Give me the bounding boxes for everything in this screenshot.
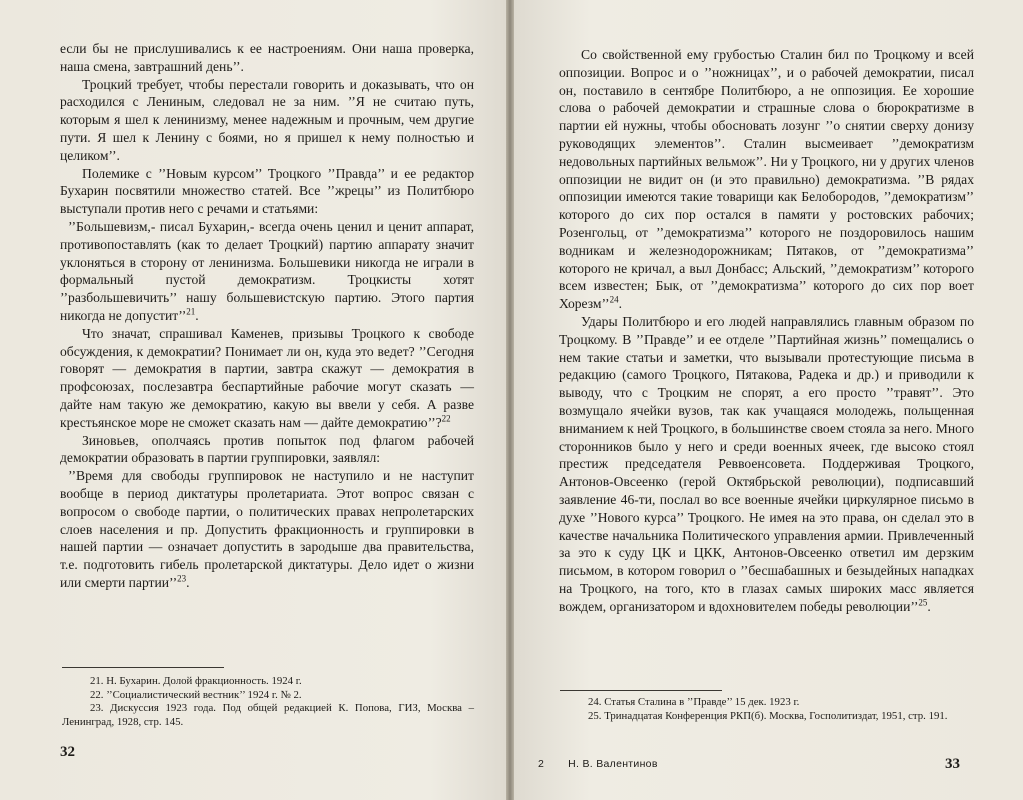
left-page-body: [60, 40, 474, 592]
footnote-ref: 22: [441, 413, 451, 424]
page-number: 32: [60, 744, 75, 760]
quote-paragraph: ’’Время для свободы группировок не наступило и не наступит вообще в период диктатуры пролетариата. Этот вопрос связан с вопросом о свободе партии, о политических правах непролетарских слоев населения и пр. Допустить фракционность и группировки в нашей партии — означает допустить в зародыше два правительства, т.е. подготовить гибель пролетарской диктатуры. Дело идет о жизни или смерти партии’’$^{23}$.: [60, 468, 474, 590]
left-page: [0, 0, 506, 800]
footnote: 24. Статья Сталина в ’’Правде’’ 15 дек. 1923 г.: [588, 696, 800, 708]
printer-signature: [538, 758, 658, 770]
quote-text: ’’Большевизм,- писал Бухарин,- всегда очень ценил и ценит аппарат, противопоставлять (как то делает Троцкий) партию аппарату значит уклоняться в сторону от ленинизма. Большевики никогда не играли в формальный пустой демократизм. Троцкисты хотят ’’разбольшевичить’’ нашу большевистскую партию. Этого партия никогда не допустит’’: [60, 218, 474, 323]
footnote: 21. Н. Бухарин. Долой фракционность. 1924 г.: [90, 675, 302, 687]
right-page: [514, 0, 1023, 800]
footnote-ref: 25: [918, 597, 928, 608]
right-page-body: [559, 46, 974, 616]
footnote-ref: 24: [609, 294, 619, 305]
footnote: 22. ’’Социалистический вестник’’ 1924 г. № 2.: [90, 688, 302, 701]
paragraph: [60, 325, 474, 432]
paragraph-text: Что значат, спрашивал Каменев, призывы Троцкого к свободе обсуждения, к демократии? Понимает ли он, куда это ведет? ’’Сегодня говорят — демократия в партии, завтра скажут — демократия в профсоюзах, послезавтра беспартийные рабочие могут сказать — дайте нам такую же демократию, какую вы ввели у себя. А разве крестьянское море не сможет сказать нам — дайте демократию’’?: [60, 325, 474, 430]
footnote-divider: [560, 690, 722, 691]
signature-author: Н. В. Валентинов: [568, 758, 658, 770]
footnotes: [62, 675, 474, 729]
page-number: 33: [945, 756, 960, 772]
quote-text: ’’Время для свободы группировок не наступило и не наступит вообще в период диктатуры пролетариата. Этот вопрос связан с вопросом о свободе партии, о политических правах непролетарских слоев населения и пр. Допустить фракционность и группировки в нашей партии — означает допустить в зародыше два правительства, т.е. подготовить гибель пролетарской диктатуры. Дело идет о жизни или смерти партии’’: [60, 468, 474, 590]
paragraph: если бы не прислушивались к ее настроениям. Они наша проверка, наша смена, завтрашний день’’.: [60, 41, 474, 74]
paragraph-text: Удары Политбюро и его людей направлялись главным образом по Троцкому. В ’’Правде’’ и ее отделе ’’Партийная жизнь’’ помещались о нем такие статьи и заметки, что вызывали протестующие письма в редакцию (самого Троцкого, Пятакова, Радека и др.) и приводили к выводу, что с Троцким не спорят, а его просто ’’травят’’. Это возмущало ячейки вузов, так как учащаяся молодежь, польщенная вниманием к ней Троцкого, в большинстве своем стояла за него. Много сторонников было у него и среди военных ячеек, где высоко стоял престиж председателя Реввоенсовета. Поддерживая Троцкого, Антонов-Овсеенко (герой Октябрьской революции), подписавший заявление 46-ти, послал во все военные ячейки циркулярное письмо в духе ’’Нового курса’’ Троцкого. Не имея на это права, он сделал это в качестве начальника Политического управления армии. Привлеченный за это к суду ЦК и ЦКК, Антонов-Овсеенко ответил им дерзким письмом, в котором говорил о ’’бесшабашных и безыдейных нападках на Троцкого, на того, кто в глазах самых широких масс является вождем, организатором и вдохновителем победы революции’’: [559, 313, 974, 614]
paragraph: Со свойственной ему грубостью Сталин бил по Троцкому и всей оппозиции. Вопрос и о ’’ножницах’’, и о рабочей демократии, писал он, поставило в сентябре Политбюро, а не оппозиция. Ее хорошие слова о рабочей демократии и страшные слова о бюрократизме в партии ей нужны, чтобы обосновать лозунг ’’о снятии сверху донизу руководящих элементов’’. Сталин высмеивает ’’демократизм недовольных партийных вельмож’’. Ни у Троцкого, ни у других членов оппозиции не видит он (и это правильно) демократизма. ’’В рядах оппозиции имеются такие товарищи как Белобородов, ’’демократизм’’ которого до сих пор остался в памяти у ростовских рабочих; Розенгольц, от ’’демократизма’’ которого не поздоровилось нашим водникам и железнодорожникам; Пятаков, от ’’демократизма’’ которого не кричал, а выл Донбасс; Альский, ’’демократизм’’ которого всем известен; Бык, от ’’демократизма’’ которого до сих пор воет Хорезм’’$^{24}$.: [559, 47, 974, 312]
footnote-ref: 21: [186, 306, 196, 317]
paragraph-text: Со свойственной ему грубостью Сталин бил по Троцкому и всей оппозиции. Вопрос и о ’’ножницах’’, и о рабочей демократии, писал он, поставило в сентябре Политбюро, а не оппозиция. Ее хорошие слова о рабочей демократии и страшные слова о бюрократизме в партии ей нужны, чтобы обосновать лозунг ’’о снятии сверху донизу руководящих элементов’’. Сталин высмеивает ’’демократизм недовольных партийных вельмож’’. Ни у Троцкого, ни у других членов оппозиции не видит он (и это правильно) демократизма. ’’В рядах оппозиции имеются такие товарищи как Белобородов, ’’демократизм’’ которого до сих пор остался в памяти у ростовских рабочих; Розенгольц, от ’’демократизма’’ которого не поздоровилось нашим водникам и железнодорожникам; Пятаков, от ’’демократизма’’ которого не кричал, а выл Донбасс; Альский, ’’демократизм’’ которого всем известен; Бык, от ’’демократизма’’ которого до сих пор воет Хорезм’’: [559, 47, 974, 312]
footnote-divider: [62, 667, 224, 668]
footnote: 23. Дискуссия 1923 года. Под общей редакцией К. Попова, ГИЗ, Москва – Ленинград, 1928, стр. 145.: [62, 702, 474, 728]
quote-paragraph: ’’Большевизм,- писал Бухарин,- всегда очень ценил и ценит аппарат, противопоставлять (как то делает Троцкий) партию аппарату значит уклоняться в сторону от ленинизма. Большевики никогда не играли в формальный пустой демократизм. Троцкисты хотят ’’разбольшевичить’’ нашу большевистскую партию. Этого партия никогда не допустит’’$^{21}$.: [60, 218, 474, 323]
paragraph: Удары Политбюро и его людей направлялись главным образом по Троцкому. В ’’Правде’’ и ее отделе ’’Партийная жизнь’’ помещались о нем такие статьи и заметки, что вызывали протестующие письма в редакцию (самого Троцкого, Пятакова, Радека и др.) и приводили к выводу, что с Троцким не спорят, а его просто ’’травят’’. Это возмущало ячейки вузов, так как учащаяся молодежь, польщенная вниманием к ней Троцкого, в большинстве своем стояла за него. Много сторонников было у него и среди военных ячеек, где высоко стоял престиж председателя Реввоенсовета. Поддерживая Троцкого, Антонов-Овсеенко (герой Октябрьской революции), подписавший заявление 46-ти, послал во все военные ячейки циркулярное письмо в духе ’’Нового курса’’ Троцкого. Не имея на это права, он сделал это в качестве начальника Политического управления армии. Привлеченный за это к суду ЦК и ЦКК, Антонов-Овсеенко ответил им дерзким письмом, в котором говорил о ’’бесшабашных и безыдейных нападках на Троцкого, на того, кто в глазах самых широких масс является вождем, организатором и вдохновителем победы революции’’$^{25}$.: [559, 313, 974, 614]
footnote-ref: 23: [177, 573, 187, 584]
paragraph: Зиновьев, ополчаясь против попыток под флагом рабочей демократии образовать в партии группировки, заявлял:: [60, 432, 474, 466]
paragraph: Троцкий требует, чтобы перестали говорить и доказывать, что он расходился с Лениным, следовал не за ним. ’’Я не считаю путь, которым я шел к ленинизму, менее надежным и прочным, чем другие пути. Я шел к Ленину с боями, но я пришел к нему полностью и целиком’’.: [60, 76, 474, 163]
sheet-number: 2: [538, 758, 545, 770]
book-gutter: [506, 0, 514, 800]
footnote: 25. Тринадцатая Конференция РКП(б). Москва, Госполитиздат, 1951, стр. 191.: [588, 709, 948, 722]
paragraph: Полемике с ’’Новым курсом’’ Троцкого ’’Правда’’ и ее редактор Бухарин посвятили множество статей. Все ’’жрецы’’ из Политбюро выступали против него с речами и статьями:: [60, 165, 474, 217]
footnotes: [560, 696, 974, 723]
